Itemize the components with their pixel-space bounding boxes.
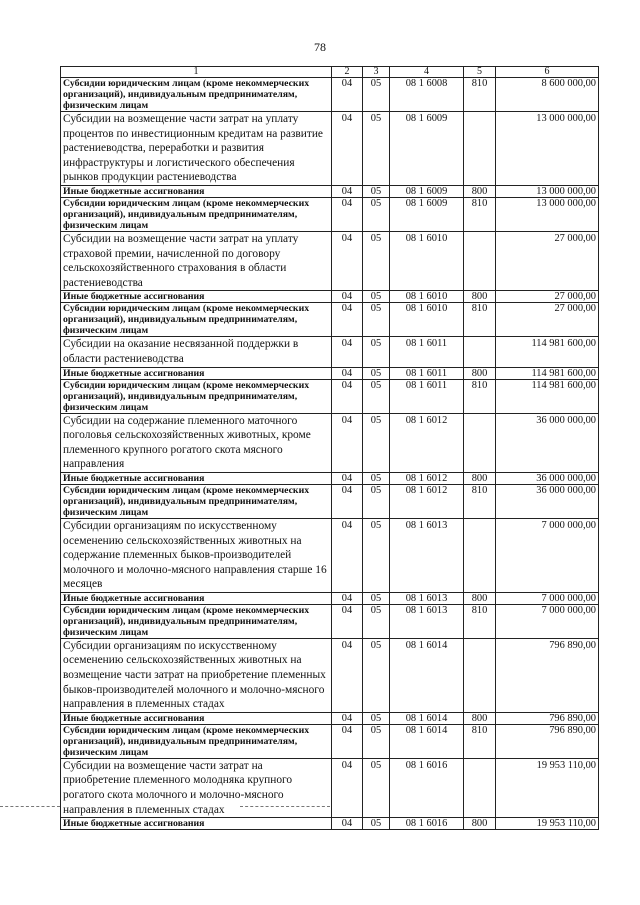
row-name: Субсидии юридическим лицам (кроме некоммерческих организаций), индивидуальным предпринимателям, физическим лицам <box>61 724 332 758</box>
row-section: 04 <box>332 337 363 367</box>
row-name: Субсидии юридическим лицам (кроме некоммерческих организаций), индивидуальным предпринимателям, физическим лицам <box>61 484 332 518</box>
row-section: 04 <box>332 484 363 518</box>
row-expense-type: 810 <box>464 724 496 758</box>
row-amount: 796 890,00 <box>496 724 599 758</box>
row-amount: 114 981 600,00 <box>496 337 599 367</box>
row-name: Субсидии на возмещение части затрат на уплату страховой премии, начисленной по договору сельскохозяйственного страхования в области растениеводства <box>61 231 332 290</box>
table-row <box>61 303 599 337</box>
table-row <box>61 724 599 758</box>
row-expense-type <box>464 337 496 367</box>
row-name: Субсидии на оказание несвязанной поддержки в области растениеводства <box>61 337 332 367</box>
table-row <box>61 185 599 197</box>
table-row <box>61 367 599 379</box>
column-header: 6 <box>496 67 599 78</box>
page-number: 78 <box>314 40 326 54</box>
row-target-code: 08 1 6009 <box>390 197 464 231</box>
row-amount: 19 953 110,00 <box>496 818 599 830</box>
row-amount: 114 981 600,00 <box>496 367 599 379</box>
table-row <box>61 379 599 413</box>
row-subsection: 05 <box>363 484 390 518</box>
row-section: 04 <box>332 112 363 186</box>
column-number-row <box>61 67 599 78</box>
row-expense-type: 800 <box>464 712 496 724</box>
row-name: Иные бюджетные ассигнования <box>61 712 332 724</box>
row-target-code: 08 1 6011 <box>390 337 464 367</box>
row-expense-type: 810 <box>464 379 496 413</box>
row-section: 04 <box>332 818 363 830</box>
table-row <box>61 712 599 724</box>
row-section: 04 <box>332 472 363 484</box>
row-expense-type: 810 <box>464 604 496 638</box>
row-target-code: 08 1 6016 <box>390 758 464 817</box>
row-amount: 19 953 110,00 <box>496 758 599 817</box>
row-name: Субсидии организациям по искусственному осеменению сельскохозяйственных животных на содержание племенных быков-производителей молочного и молочно-мясного направления старше 16 месяцев <box>61 518 332 592</box>
row-section: 04 <box>332 185 363 197</box>
row-subsection: 05 <box>363 758 390 817</box>
row-subsection: 05 <box>363 472 390 484</box>
row-target-code: 08 1 6009 <box>390 112 464 186</box>
row-subsection: 05 <box>363 291 390 303</box>
row-target-code: 08 1 6009 <box>390 185 464 197</box>
column-header: 5 <box>464 67 496 78</box>
row-amount: 36 000 000,00 <box>496 472 599 484</box>
row-amount: 36 000 000,00 <box>496 484 599 518</box>
row-target-code: 08 1 6016 <box>390 818 464 830</box>
column-header: 1 <box>61 67 332 78</box>
row-target-code: 08 1 6012 <box>390 484 464 518</box>
row-amount: 27 000,00 <box>496 303 599 337</box>
table-row <box>61 758 599 817</box>
row-section: 04 <box>332 592 363 604</box>
row-name: Субсидии юридическим лицам (кроме некоммерческих организаций), индивидуальным предпринимателям, физическим лицам <box>61 78 332 112</box>
row-section: 04 <box>332 518 363 592</box>
row-expense-type <box>464 413 496 472</box>
row-subsection: 05 <box>363 78 390 112</box>
row-name: Субсидии юридическим лицам (кроме некоммерческих организаций), индивидуальным предпринимателям, физическим лицам <box>61 303 332 337</box>
column-header: 3 <box>363 67 390 78</box>
row-amount: 13 000 000,00 <box>496 112 599 186</box>
row-target-code: 08 1 6010 <box>390 291 464 303</box>
row-amount: 27 000,00 <box>496 291 599 303</box>
row-section: 04 <box>332 291 363 303</box>
row-subsection: 05 <box>363 518 390 592</box>
row-amount: 7 000 000,00 <box>496 604 599 638</box>
budget-table <box>60 66 599 830</box>
table-row <box>61 604 599 638</box>
row-section: 04 <box>332 413 363 472</box>
table-row <box>61 231 599 290</box>
row-expense-type <box>464 758 496 817</box>
row-name: Иные бюджетные ассигнования <box>61 472 332 484</box>
row-target-code: 08 1 6014 <box>390 712 464 724</box>
table-row <box>61 518 599 592</box>
row-subsection: 05 <box>363 818 390 830</box>
row-section: 04 <box>332 758 363 817</box>
row-subsection: 05 <box>363 337 390 367</box>
row-expense-type <box>464 638 496 712</box>
row-name: Субсидии на содержание племенного маточного поголовья сельскохозяйственных животных, кроме племенного крупного рогатого скота мясного направления <box>61 413 332 472</box>
table-row <box>61 638 599 712</box>
column-header: 2 <box>332 67 363 78</box>
row-amount: 7 000 000,00 <box>496 518 599 592</box>
row-name: Субсидии юридическим лицам (кроме некоммерческих организаций), индивидуальным предпринимателям, физическим лицам <box>61 604 332 638</box>
row-expense-type: 810 <box>464 484 496 518</box>
row-amount: 7 000 000,00 <box>496 592 599 604</box>
row-expense-type: 810 <box>464 78 496 112</box>
row-subsection: 05 <box>363 638 390 712</box>
row-target-code: 08 1 6010 <box>390 303 464 337</box>
row-name: Иные бюджетные ассигнования <box>61 291 332 303</box>
table-row <box>61 472 599 484</box>
row-section: 04 <box>332 638 363 712</box>
row-subsection: 05 <box>363 413 390 472</box>
row-amount: 8 600 000,00 <box>496 78 599 112</box>
row-subsection: 05 <box>363 112 390 186</box>
row-subsection: 05 <box>363 379 390 413</box>
row-section: 04 <box>332 604 363 638</box>
table-row <box>61 291 599 303</box>
row-subsection: 05 <box>363 367 390 379</box>
row-target-code: 08 1 6008 <box>390 78 464 112</box>
row-target-code: 08 1 6014 <box>390 724 464 758</box>
row-section: 04 <box>332 379 363 413</box>
row-target-code: 08 1 6011 <box>390 367 464 379</box>
row-section: 04 <box>332 724 363 758</box>
row-amount: 796 890,00 <box>496 712 599 724</box>
row-amount: 36 000 000,00 <box>496 413 599 472</box>
row-expense-type: 800 <box>464 472 496 484</box>
row-amount: 27 000,00 <box>496 231 599 290</box>
table-row <box>61 484 599 518</box>
row-target-code: 08 1 6011 <box>390 379 464 413</box>
row-subsection: 05 <box>363 604 390 638</box>
row-amount: 796 890,00 <box>496 638 599 712</box>
row-target-code: 08 1 6012 <box>390 472 464 484</box>
row-subsection: 05 <box>363 231 390 290</box>
row-name: Иные бюджетные ассигнования <box>61 592 332 604</box>
row-expense-type <box>464 231 496 290</box>
row-target-code: 08 1 6010 <box>390 231 464 290</box>
table-row <box>61 818 599 830</box>
scan-artifact-line <box>240 806 330 807</box>
row-amount: 13 000 000,00 <box>496 185 599 197</box>
row-expense-type <box>464 112 496 186</box>
row-subsection: 05 <box>363 185 390 197</box>
row-subsection: 05 <box>363 592 390 604</box>
row-amount: 114 981 600,00 <box>496 379 599 413</box>
row-subsection: 05 <box>363 303 390 337</box>
row-subsection: 05 <box>363 712 390 724</box>
row-target-code: 08 1 6012 <box>390 413 464 472</box>
row-section: 04 <box>332 78 363 112</box>
scan-artifact-line <box>0 806 60 807</box>
row-section: 04 <box>332 303 363 337</box>
table-row <box>61 197 599 231</box>
column-header: 4 <box>390 67 464 78</box>
row-expense-type: 800 <box>464 367 496 379</box>
row-expense-type <box>464 518 496 592</box>
row-name: Иные бюджетные ассигнования <box>61 367 332 379</box>
table-body <box>61 78 599 830</box>
row-target-code: 08 1 6014 <box>390 638 464 712</box>
table-row <box>61 112 599 186</box>
row-section: 04 <box>332 197 363 231</box>
row-target-code: 08 1 6013 <box>390 518 464 592</box>
row-section: 04 <box>332 367 363 379</box>
table-row <box>61 592 599 604</box>
row-name: Иные бюджетные ассигнования <box>61 818 332 830</box>
row-expense-type: 810 <box>464 303 496 337</box>
row-expense-type: 800 <box>464 818 496 830</box>
row-expense-type: 810 <box>464 197 496 231</box>
row-section: 04 <box>332 712 363 724</box>
row-target-code: 08 1 6013 <box>390 604 464 638</box>
row-name: Иные бюджетные ассигнования <box>61 185 332 197</box>
row-name: Субсидии юридическим лицам (кроме некоммерческих организаций), индивидуальным предпринимателям, физическим лицам <box>61 379 332 413</box>
table-row <box>61 78 599 112</box>
row-subsection: 05 <box>363 197 390 231</box>
row-target-code: 08 1 6013 <box>390 592 464 604</box>
row-amount: 13 000 000,00 <box>496 197 599 231</box>
table-row <box>61 337 599 367</box>
row-expense-type: 800 <box>464 291 496 303</box>
row-expense-type: 800 <box>464 185 496 197</box>
row-section: 04 <box>332 231 363 290</box>
row-name: Субсидии на возмещение части затрат на уплату процентов по инвестиционным кредитам на развитие растениеводства, переработки и развития инфраструктуры и логистического обеспечения рынков продукции растениеводства <box>61 112 332 186</box>
table-row <box>61 413 599 472</box>
row-subsection: 05 <box>363 724 390 758</box>
row-name: Субсидии организациям по искусственному осеменению сельскохозяйственных животных на возмещение части затрат на приобретение племенных быков-производителей молочного и молочно-мясного направления в племенных стадах <box>61 638 332 712</box>
row-expense-type: 800 <box>464 592 496 604</box>
row-name: Субсидии юридическим лицам (кроме некоммерческих организаций), индивидуальным предпринимателям, физическим лицам <box>61 197 332 231</box>
row-name: Субсидии на возмещение части затрат на приобретение племенного молодняка крупного рогатого скота молочного и молочно-мясного направления в племенных стадах <box>61 758 332 817</box>
